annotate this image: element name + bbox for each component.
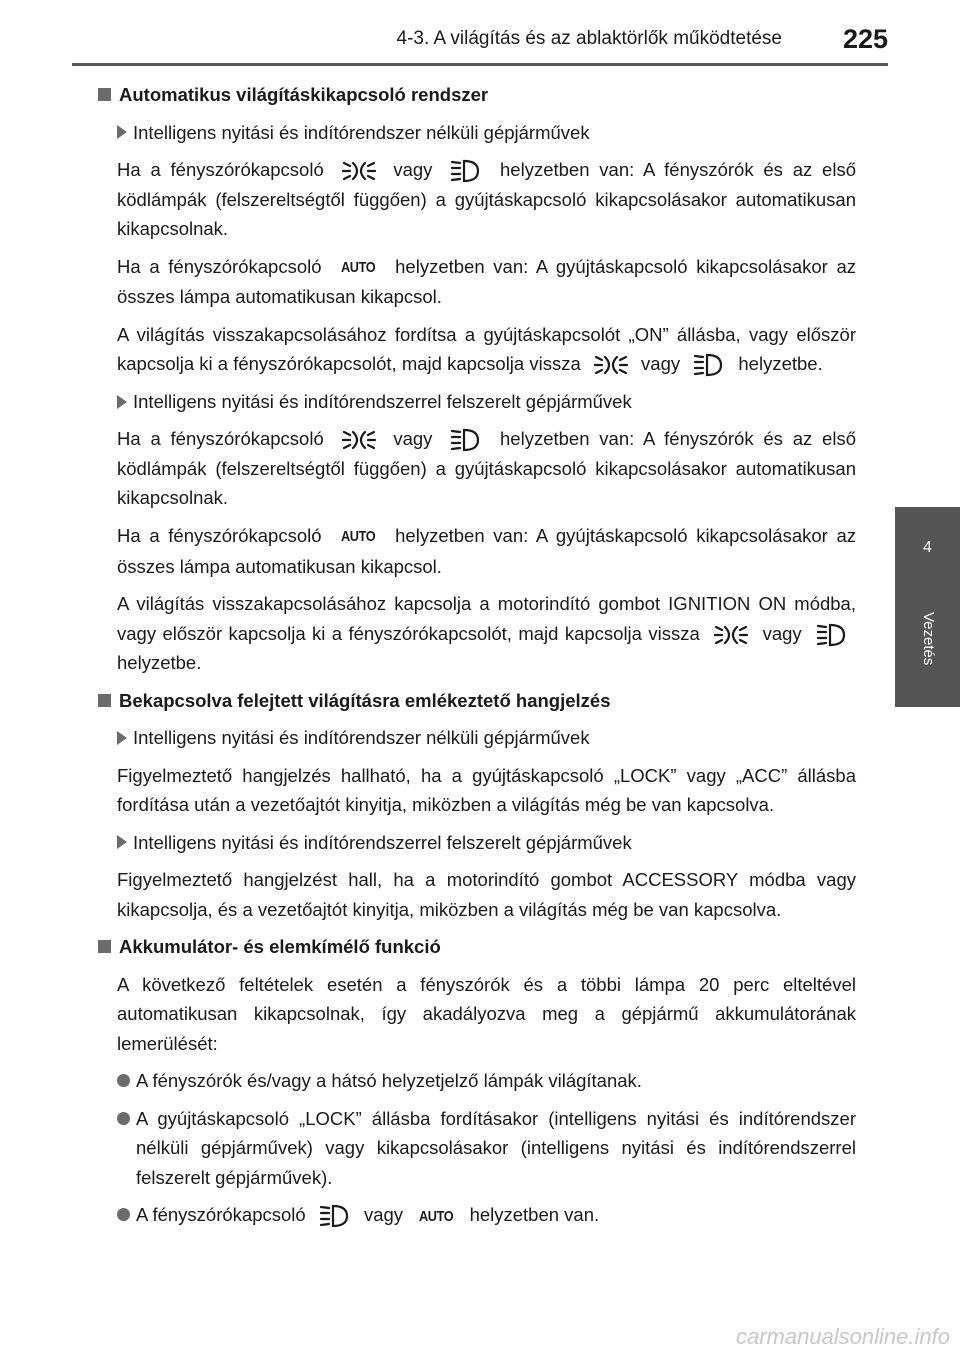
section-heading: Bekapcsolva felejtett világításra emlékeztető hangjelzés	[98, 686, 856, 716]
section-heading: Automatikus világításkikapcsoló rendszer	[98, 80, 856, 110]
circle-bullet-icon	[117, 1074, 130, 1087]
circle-bullet-icon	[117, 1112, 130, 1125]
watermark: carmanualsonline.info	[735, 1324, 950, 1349]
header-rule	[72, 63, 888, 66]
tail-light-icon	[342, 427, 376, 453]
triangle-bullet-icon	[117, 395, 127, 409]
square-bullet-icon	[98, 694, 111, 707]
paragraph: Ha a fényszórókapcsoló AUTO helyzetben van: A gyújtáskapcsoló kikapcsolásakor az összes lámpa automatikusan kikapcsol.	[98, 252, 856, 312]
triangle-bullet-icon	[117, 731, 127, 745]
list-item: A gyújtáskapcsoló „LOCK” állásba fordításakor (intelligens nyitási és indítórendszer nélküli gépjárművek) vagy kikapcsolásakor (intelligens nyitási és indítórendszerrel felszerelt gépjárművek).	[98, 1104, 856, 1193]
page-content	[98, 76, 856, 1239]
chapter-number: 4	[923, 539, 932, 556]
subheading: Intelligens nyitási és indítórendszerrel felszerelt gépjárművek	[98, 387, 856, 417]
paragraph: A következő feltételek esetén a fényszórók és a többi lámpa 20 perc elteltével automatikusan kikapcsolnak, így akadályozva meg a gépjármű akkumulátorának lemerülését:	[117, 973, 856, 1054]
tail-light-icon	[714, 622, 748, 648]
headlight-icon	[693, 352, 725, 378]
paragraph: Ha a fényszórókapcsoló AUTO helyzetben van: A gyújtáskapcsoló kikapcsolásakor az összes lámpa automatikusan kikapcsol.	[98, 521, 856, 581]
auto-icon: AUTO	[419, 1207, 454, 1225]
auto-icon: AUTO	[341, 258, 376, 276]
headlight-icon	[816, 622, 848, 648]
triangle-bullet-icon	[117, 125, 127, 139]
paragraph: A világítás visszakapcsolásához kapcsolja a motorindító gombot IGNITION ON módba, vagy először kapcsolja ki a fényszórókapcsolót, majd kapcsolja vissza vagy helyzetbe.	[117, 593, 856, 674]
section-heading: Akkumulátor- és elemkímélő funkció	[98, 932, 856, 962]
headlight-icon	[450, 427, 482, 453]
auto-icon: AUTO	[341, 528, 376, 546]
chapter-tab	[895, 507, 960, 707]
tail-light-icon	[594, 352, 628, 378]
square-bullet-icon	[98, 88, 111, 101]
tail-light-icon	[342, 158, 376, 184]
paragraph: Figyelmeztető hangjelzést hall, ha a motorindító gombot ACCESSORY módba vagy kikapcsolja, és a vezetőajtót kinyitja, miközben a világítás még be van kapcsolva.	[117, 869, 856, 920]
header-title: 4-3. A világítás és az ablaktörlők működtetése	[396, 28, 782, 49]
paragraph: Ha a fényszórókapcsoló vagy helyzetben van: A fényszórók és az első ködlámpák (felszereltségtől függően) a gyújtáskapcsoló kikapcsolásakor automatikusan kikapcsolnak.	[117, 428, 856, 509]
list-item: A fényszórókapcsoló vagy AUTO helyzetben van.	[98, 1200, 856, 1231]
paragraph: Ha a fényszórókapcsoló vagy helyzetben van: A fényszórók és az első ködlámpák (felszereltségtől függően) a gyújtáskapcsoló kikapcsolásakor automatikusan kikapcsolnak.	[117, 159, 856, 239]
headlight-icon	[450, 158, 482, 184]
headlight-icon	[319, 1203, 351, 1229]
chapter-label: Vezetés	[920, 612, 937, 666]
subheading: Intelligens nyitási és indítórendszerrel felszerelt gépjárművek	[98, 828, 856, 858]
list-item: A fényszórók és/vagy a hátsó helyzetjelző lámpák világítanak.	[98, 1066, 856, 1096]
subheading: Intelligens nyitási és indítórendszer nélküli gépjárművek	[98, 118, 856, 148]
paragraph: A világítás visszakapcsolásához fordítsa a gyújtáskapcsolót „ON” állásba, vagy először kapcsolja ki a fényszórókapcsolót, majd kapcsolja vissza vagy helyzetbe.	[98, 320, 856, 379]
square-bullet-icon	[98, 940, 111, 953]
subheading: Intelligens nyitási és indítórendszer nélküli gépjárművek	[98, 723, 856, 753]
triangle-bullet-icon	[117, 835, 127, 849]
circle-bullet-icon	[117, 1208, 130, 1221]
paragraph: Figyelmeztető hangjelzés hallható, ha a gyújtáskapcsoló „LOCK” vagy „ACC” állásba fordítása után a vezetőajtót kinyitja, miközben a világítás még be van kapcsolva.	[117, 764, 856, 816]
page-number: 225	[842, 24, 888, 54]
